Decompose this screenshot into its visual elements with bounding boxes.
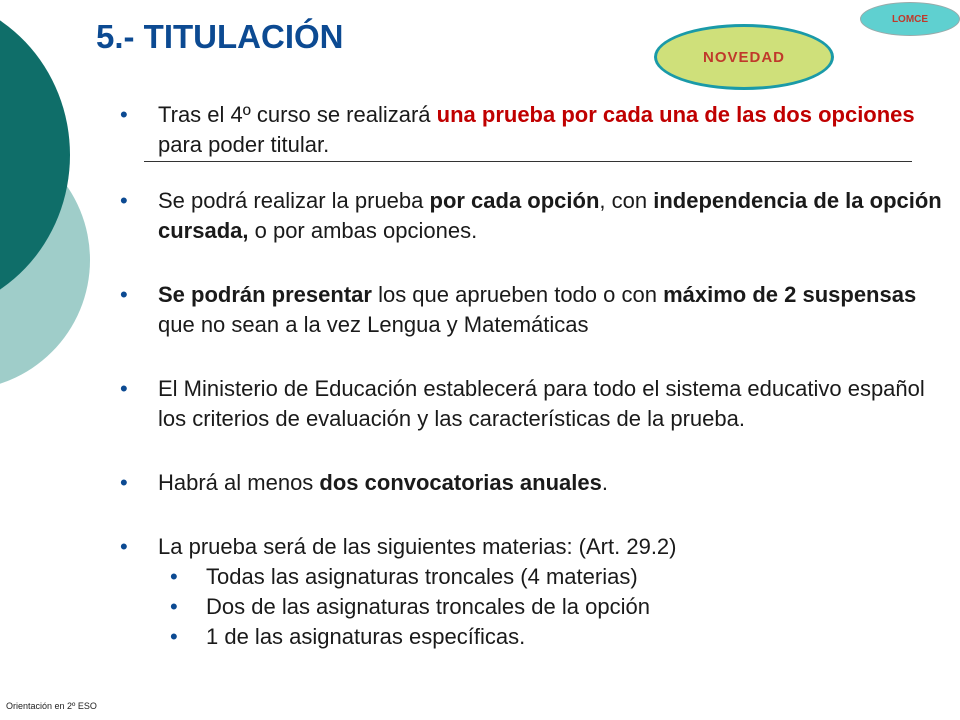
bullet-item-4 [118, 374, 954, 434]
bullet-text: El Ministerio de Educación establecerá para todo el sistema educativo español los criterios de evaluación y las características de la prueba. [158, 376, 925, 431]
bullet-text-bold: independencia de la opción cursada, [158, 188, 942, 243]
sub-bullet-item-1 [118, 562, 954, 592]
bullet-text-bold: por cada opción [429, 188, 600, 213]
bullet-item-3 [118, 280, 954, 340]
bullet-text: para poder titular. [158, 132, 330, 157]
bullet-item-1 [118, 100, 954, 160]
bullet-dot-icon: • [120, 282, 128, 307]
bullet-dot-icon: • [120, 470, 128, 495]
bullet-text: los que aprueben todo o con [371, 282, 664, 307]
bullet-dot-icon: • [120, 102, 128, 127]
bullet-text: La prueba será de las siguientes materias: (Art. 29.2) [158, 534, 677, 559]
bullet-text-bold: dos convocatorias anuales [319, 470, 602, 495]
bullet-text: . [601, 470, 608, 495]
bullet-item-5 [118, 468, 954, 498]
novedad-badge: NOVEDAD [654, 24, 834, 90]
bullet-text: o por ambas opciones. [248, 218, 478, 243]
bullet-item-6 [118, 532, 954, 562]
bullet-text: que no sean a la vez Lengua y Matemáticas [158, 312, 589, 337]
bullet-dot-icon: • [120, 188, 128, 213]
bullet-dot-icon: • [170, 564, 178, 589]
bullet-dot-icon: • [120, 534, 128, 559]
bullet-text: , con [599, 188, 654, 213]
sub-bullet-item-2 [118, 592, 954, 622]
bullet-text: Tras el 4º curso se realizará [158, 102, 437, 127]
bullet-text: Se podrá realizar la prueba [158, 188, 430, 213]
lomce-badge: LOMCE [860, 2, 960, 36]
bullet-dot-icon: • [170, 624, 178, 649]
footer-label: Orientación en 2º ESO [6, 701, 97, 711]
sub-bullet-text: Dos de las asignaturas troncales de la opción [206, 594, 650, 619]
bullet-text: Habrá al menos [158, 470, 320, 495]
slide-title: 5.- TITULACIÓN [96, 18, 344, 55]
bullet-text-highlight: una prueba por cada una de las dos opciones [436, 102, 915, 127]
bullet-dot-icon: • [170, 594, 178, 619]
bullet-dot-icon: • [120, 376, 128, 401]
bullet-item-2 [118, 186, 954, 246]
bullet-text-bold: máximo de 2 suspensas [663, 282, 917, 307]
bullet-text-bold: Se podrán presentar [158, 282, 372, 307]
sub-bullet-item-3 [118, 622, 954, 652]
bullet-list [118, 100, 954, 652]
sub-bullet-text: 1 de las asignaturas específicas. [206, 624, 526, 649]
sub-bullet-text: Todas las asignaturas troncales (4 materias) [206, 564, 638, 589]
